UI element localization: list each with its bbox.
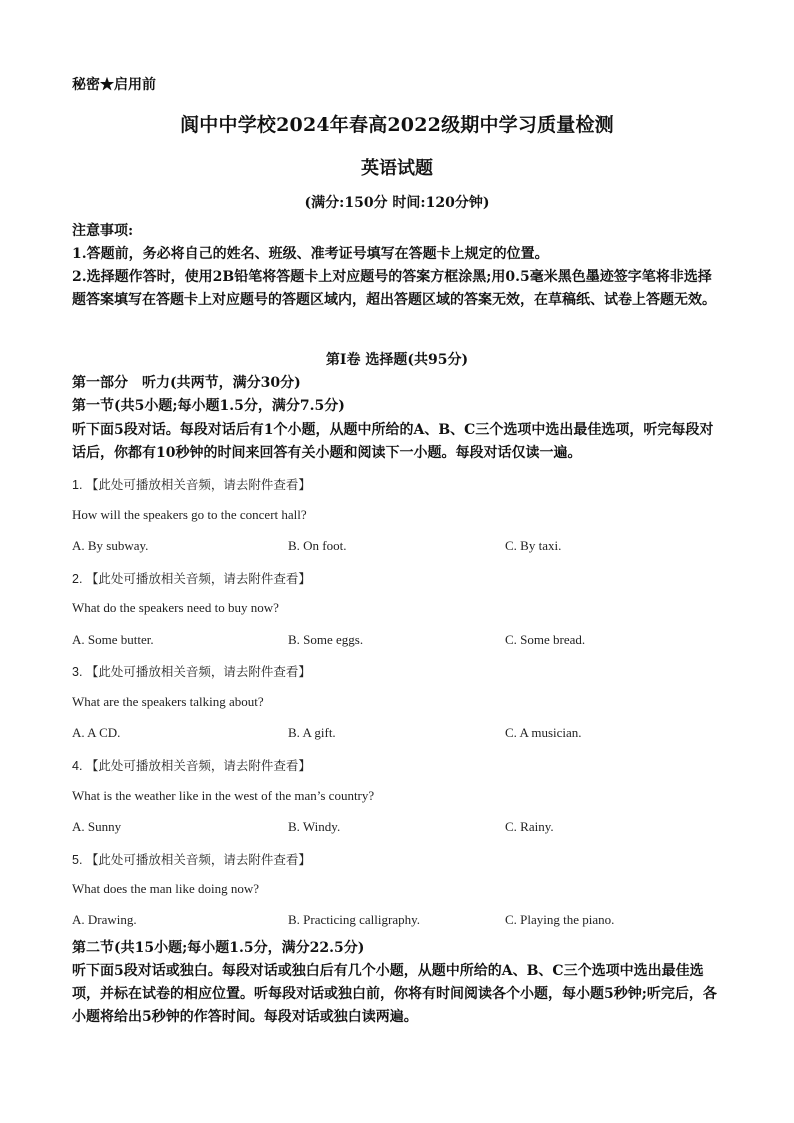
notice-item-1: 1.答题前，务必将自己的姓名、班级、准考证号填写在答题卡上规定的位置。 xyxy=(72,246,549,262)
section1-instructions: 听下面5段对话。每段对话后有1个小题，从题中所给的A、B、C三个选项中选出最佳选项，听完每段对话后，你都有10秒钟的时间来回答有关小题和阅读下一小题。每段对话仅读一遍。 xyxy=(72,422,714,461)
question-2-audio-note: 2. 【此处可播放相关音频，请去附件查看】 xyxy=(72,572,311,586)
exam-title: 阆中中学校2024年春高2022级期中学习质量检测 xyxy=(180,114,614,136)
question-1-audio-note: 1. 【此处可播放相关音频，请去附件查看】 xyxy=(72,478,311,492)
question-1-option-a: A. By subway. xyxy=(72,538,149,553)
question-4-option-a: A. Sunny xyxy=(72,819,122,834)
section2-title: 第二节(共15小题;每小题1.5分，满分22.5分) xyxy=(72,940,365,956)
question-4-option-c: C. Rainy. xyxy=(505,819,554,834)
question-5-option-a: A. Drawing. xyxy=(72,912,137,927)
notice-heading: 注意事项: xyxy=(72,223,134,239)
notice-section xyxy=(72,220,724,312)
section2-instructions: 听下面5段对话或独白。每段对话或独白后有几个小题，从题中所给的A、B、C三个选项中选出最佳选项，并标在试卷的相应位置。听每段对话或独白前，你将有时间阅读各个小题，每小题5秒钟;听完后，各小题将给出5秒钟的作答时间。每段对话或独白读两遍。 xyxy=(72,963,717,1025)
question-1-option-b: B. On foot. xyxy=(288,538,347,553)
question-3-option-b: B. A gift. xyxy=(288,725,336,740)
question-4-audio-note: 4. 【此处可播放相关音频，请去附件查看】 xyxy=(72,759,311,773)
question-5-text: What does the man like doing now? xyxy=(72,881,260,896)
confidential-label: 秘密★启用前 xyxy=(72,77,156,93)
question-4-option-b: B. Windy. xyxy=(288,819,341,834)
question-5-audio-note: 5. 【此处可播放相关音频，请去附件查看】 xyxy=(72,853,311,867)
question-3-option-c: C. A musician. xyxy=(505,725,582,740)
question-2-text: What do the speakers need to buy now? xyxy=(72,600,279,615)
listening-section-title: 第一部分 听力(共两节，满分30分) xyxy=(72,375,301,391)
notice-item-2: 2.选择题作答时，使用2B铅笔将答题卡上对应题号的答案方框涂黑;用0.5毫米黑色墨迹签字笔将非选择题答案填写在答题卡上对应题号的答题区域内，超出答题区域的答案无效，在草稿纸、试卷上答题无效。 xyxy=(72,269,716,308)
question-1-option-c: C. By taxi. xyxy=(505,538,562,553)
section1-title: 第一节(共5小题;每小题1.5分，满分7.5分) xyxy=(72,398,345,414)
exam-score-time: (满分:150分 时间:120分钟) xyxy=(304,195,490,211)
question-2-option-a: A. Some butter. xyxy=(72,632,154,647)
question-3-text: What are the speakers talking about? xyxy=(72,694,264,709)
question-3-audio-note: 3. 【此处可播放相关音频，请去附件查看】 xyxy=(72,665,311,679)
question-4-text: What is the weather like in the west of the man’s country? xyxy=(72,788,375,803)
question-2-option-b: B. Some eggs. xyxy=(288,632,364,647)
question-5-option-c: C. Playing the piano. xyxy=(505,912,615,927)
question-3-option-a: A. A CD. xyxy=(72,725,121,740)
exam-subject: 英语试题 xyxy=(361,158,433,179)
question-2-option-c: C. Some bread. xyxy=(505,632,586,647)
question-1-text: How will the speakers go to the concert hall? xyxy=(72,507,307,522)
part1-title: 第I卷 选择题(共95分) xyxy=(325,352,469,368)
question-5-option-b: B. Practicing calligraphy. xyxy=(288,912,421,927)
